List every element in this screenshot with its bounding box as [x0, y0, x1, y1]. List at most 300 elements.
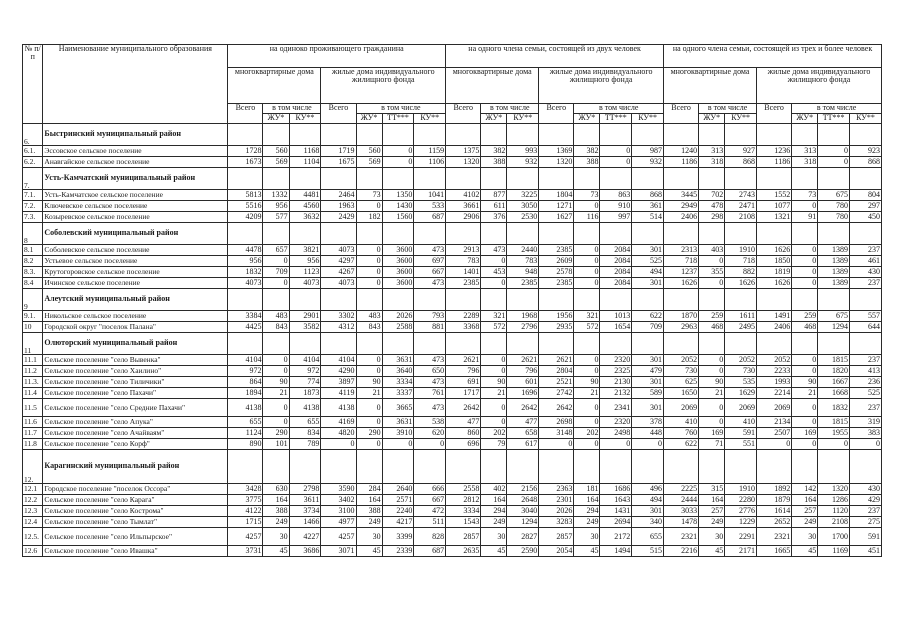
value-cell: 927 [725, 146, 757, 157]
value-cell [757, 289, 792, 311]
group-row [23, 289, 882, 311]
header-ku: КУ** [850, 114, 882, 124]
value-cell [321, 168, 356, 190]
value-cell: 259 [792, 311, 818, 322]
value-cell: 4217 [382, 517, 414, 528]
value-cell: 45 [699, 546, 725, 557]
value-cell: 1719 [321, 146, 356, 157]
value-cell: 494 [632, 267, 664, 278]
municipality-name: Сельское поселение "село Вывенка" [43, 355, 228, 366]
value-cell [263, 168, 289, 190]
value-cell: 2743 [725, 190, 757, 201]
value-cell: 1320 [446, 157, 481, 168]
value-cell [446, 333, 481, 355]
value-cell: 0 [792, 366, 818, 377]
value-cell [600, 223, 632, 245]
value-cell: 1294 [818, 322, 850, 333]
value-cell: 164 [699, 495, 725, 506]
value-cell [850, 168, 882, 190]
value-cell: 687 [414, 546, 446, 557]
value-cell [632, 223, 664, 245]
value-cell: 30 [699, 528, 725, 546]
value-cell: 403 [699, 245, 725, 256]
value-cell: 4122 [228, 506, 263, 517]
value-cell: 3337 [382, 388, 414, 399]
value-cell: 1106 [414, 157, 446, 168]
header-total: Всего [321, 104, 356, 124]
value-cell: 1320 [539, 157, 574, 168]
value-cell: 237 [850, 278, 882, 289]
value-cell: 2406 [664, 212, 699, 223]
table-row [23, 546, 882, 557]
value-cell: 249 [792, 517, 818, 528]
value-cell: 257 [699, 506, 725, 517]
value-cell: 589 [632, 388, 664, 399]
value-cell: 932 [632, 157, 664, 168]
value-cell: 601 [507, 377, 539, 388]
value-cell: 0 [263, 417, 289, 428]
value-cell: 2385 [539, 245, 574, 256]
value-cell: 0 [699, 256, 725, 267]
value-cell: 696 [446, 439, 481, 450]
value-cell [356, 289, 382, 311]
value-cell: 0 [356, 201, 382, 212]
table-row [23, 528, 882, 546]
value-cell: 2108 [818, 517, 850, 528]
value-cell: 4104 [289, 355, 321, 366]
header-total: Всего [539, 104, 574, 124]
value-cell: 655 [632, 528, 664, 546]
value-cell: 718 [664, 256, 699, 267]
value-cell: 237 [850, 245, 882, 256]
value-cell [664, 124, 699, 146]
value-cell: 1696 [507, 388, 539, 399]
value-cell: 2694 [600, 517, 632, 528]
value-cell: 0 [792, 267, 818, 278]
value-cell: 1968 [507, 311, 539, 322]
value-cell: 1892 [757, 484, 792, 495]
value-cell: 2385 [446, 278, 481, 289]
value-cell: 877 [481, 190, 507, 201]
value-cell: 2216 [664, 546, 699, 557]
value-cell: 1478 [664, 517, 699, 528]
value-cell: 511 [414, 517, 446, 528]
value-cell: 382 [481, 146, 507, 157]
row-number: 12.6 [23, 546, 43, 557]
value-cell: 622 [632, 311, 664, 322]
value-cell [382, 124, 414, 146]
value-cell: 294 [574, 506, 600, 517]
value-cell: 1389 [818, 278, 850, 289]
value-cell [850, 223, 882, 245]
value-cell: 2913 [446, 245, 481, 256]
value-cell: 1686 [600, 484, 632, 495]
value-cell: 3302 [321, 311, 356, 322]
value-cell: 284 [356, 484, 382, 495]
value-cell: 298 [699, 212, 725, 223]
value-cell: 21 [481, 388, 507, 399]
value-cell: 448 [632, 428, 664, 439]
value-cell: 73 [574, 190, 600, 201]
value-cell [632, 450, 664, 484]
value-cell: 1491 [757, 311, 792, 322]
value-cell: 730 [725, 366, 757, 377]
value-cell: 4227 [289, 528, 321, 546]
value-cell: 730 [664, 366, 699, 377]
value-cell [757, 223, 792, 245]
value-cell [725, 289, 757, 311]
value-cell: 0 [574, 355, 600, 366]
value-cell: 2363 [539, 484, 574, 495]
value-cell [600, 450, 632, 484]
municipality-name: Алеутский муниципальный район [43, 289, 228, 311]
value-cell: 834 [289, 428, 321, 439]
value-cell: 2054 [539, 546, 574, 557]
value-cell: 30 [263, 528, 289, 546]
value-cell: 796 [507, 366, 539, 377]
value-cell: 45 [356, 546, 382, 557]
value-cell: 429 [850, 495, 882, 506]
value-cell: 0 [356, 399, 382, 417]
header-zhu: ЖУ* [574, 114, 600, 124]
value-cell: 0 [356, 366, 382, 377]
value-cell: 675 [818, 190, 850, 201]
value-cell: 2857 [539, 528, 574, 546]
value-cell: 2339 [382, 546, 414, 557]
value-cell: 0 [850, 439, 882, 450]
value-cell: 1321 [757, 212, 792, 223]
header-zhu: ЖУ* [699, 114, 725, 124]
header-izhs-3: жилые дома индивидуального жилищного фонда [757, 68, 882, 104]
value-cell: 2857 [446, 528, 481, 546]
value-cell: 45 [792, 546, 818, 557]
value-cell [321, 124, 356, 146]
value-cell: 413 [850, 366, 882, 377]
value-cell: 2798 [289, 484, 321, 495]
value-cell: 249 [356, 517, 382, 528]
value-cell: 956 [263, 201, 289, 212]
value-cell: 1229 [725, 517, 757, 528]
value-cell [289, 289, 321, 311]
value-cell: 2588 [382, 322, 414, 333]
group-row [23, 450, 882, 484]
value-cell: 249 [263, 517, 289, 528]
value-cell: 0 [481, 256, 507, 267]
value-cell: 0 [539, 439, 574, 450]
value-cell: 780 [818, 212, 850, 223]
value-cell: 3384 [228, 311, 263, 322]
value-cell: 313 [792, 146, 818, 157]
table-row [23, 399, 882, 417]
value-cell: 1430 [382, 201, 414, 212]
value-cell [600, 289, 632, 311]
value-cell: 0 [792, 245, 818, 256]
value-cell: 1077 [757, 201, 792, 212]
header-tt: ТТ*** [600, 114, 632, 124]
value-cell: 2069 [757, 399, 792, 417]
value-cell: 3631 [382, 417, 414, 428]
row-number: 6. [23, 124, 43, 146]
value-cell [414, 124, 446, 146]
table-row [23, 484, 882, 495]
value-cell: 2108 [725, 212, 757, 223]
row-number: 9.1. [23, 311, 43, 322]
value-cell: 882 [725, 267, 757, 278]
value-cell: 477 [507, 417, 539, 428]
row-number: 7.2. [23, 201, 43, 212]
value-cell [600, 333, 632, 355]
value-cell: 1236 [757, 146, 792, 157]
value-cell: 2130 [600, 377, 632, 388]
value-cell: 2069 [664, 399, 699, 417]
value-cell: 45 [481, 546, 507, 557]
value-cell: 617 [507, 439, 539, 450]
value-cell: 2341 [600, 399, 632, 417]
value-cell: 1650 [664, 388, 699, 399]
value-cell: 611 [481, 201, 507, 212]
value-cell: 4073 [228, 278, 263, 289]
value-cell [600, 168, 632, 190]
value-cell: 828 [414, 528, 446, 546]
header-zhu: ЖУ* [356, 114, 382, 124]
value-cell: 21 [574, 388, 600, 399]
value-cell: 71 [699, 439, 725, 450]
value-cell: 2313 [664, 245, 699, 256]
value-cell: 804 [850, 190, 882, 201]
value-cell: 1626 [757, 278, 792, 289]
value-cell [263, 450, 289, 484]
value-cell: 0 [632, 439, 664, 450]
value-cell: 2796 [507, 322, 539, 333]
value-cell: 21 [792, 388, 818, 399]
value-cell: 2471 [725, 201, 757, 212]
value-cell: 1804 [539, 190, 574, 201]
value-cell [228, 333, 263, 355]
header-incl: в том числе [356, 104, 446, 114]
value-cell [507, 124, 539, 146]
value-cell: 479 [632, 366, 664, 377]
header-group-three: на одного члена семьи, состоящей из трех и более человек [664, 45, 882, 68]
value-cell [632, 168, 664, 190]
row-number: 12. [23, 450, 43, 484]
value-cell: 1271 [539, 201, 574, 212]
value-cell: 202 [481, 428, 507, 439]
value-cell [321, 289, 356, 311]
value-cell: 355 [699, 267, 725, 278]
value-cell: 2621 [539, 355, 574, 366]
value-cell [850, 289, 882, 311]
row-number: 11.7 [23, 428, 43, 439]
housing-cost-table [22, 44, 882, 557]
value-cell [507, 450, 539, 484]
value-cell: 2642 [446, 399, 481, 417]
value-cell: 301 [632, 278, 664, 289]
value-cell: 2642 [539, 399, 574, 417]
value-cell: 1717 [446, 388, 481, 399]
value-cell: 473 [414, 377, 446, 388]
value-cell: 2240 [382, 506, 414, 517]
value-cell: 3225 [507, 190, 539, 201]
value-cell [382, 333, 414, 355]
row-number: 12.2 [23, 495, 43, 506]
value-cell: 1626 [664, 278, 699, 289]
value-cell [356, 168, 382, 190]
value-cell [356, 124, 382, 146]
value-cell [507, 333, 539, 355]
table-body [23, 124, 882, 557]
value-cell: 0 [321, 439, 356, 450]
value-cell: 1819 [757, 267, 792, 278]
value-cell [446, 450, 481, 484]
value-cell: 2385 [507, 278, 539, 289]
value-cell: 2949 [664, 201, 699, 212]
value-cell: 1668 [818, 388, 850, 399]
value-cell: 169 [699, 428, 725, 439]
value-cell [574, 168, 600, 190]
value-cell: 90 [699, 377, 725, 388]
value-cell [539, 450, 574, 484]
value-cell: 0 [356, 278, 382, 289]
value-cell: 0 [263, 366, 289, 377]
value-cell: 3033 [664, 506, 699, 517]
value-cell: 4257 [228, 528, 263, 546]
value-cell: 1956 [539, 311, 574, 322]
header-ku: КУ** [289, 114, 321, 124]
value-cell: 1611 [725, 311, 757, 322]
value-cell: 4478 [228, 245, 263, 256]
value-cell: 1627 [539, 212, 574, 223]
value-cell: 0 [574, 366, 600, 377]
value-cell: 3334 [446, 506, 481, 517]
value-cell: 4977 [321, 517, 356, 528]
table-row [23, 146, 882, 157]
value-cell: 657 [263, 245, 289, 256]
value-cell: 3686 [289, 546, 321, 557]
value-cell: 658 [507, 428, 539, 439]
value-cell: 2172 [600, 528, 632, 546]
value-cell: 948 [507, 267, 539, 278]
value-cell: 525 [632, 256, 664, 267]
value-cell: 0 [481, 417, 507, 428]
value-cell: 515 [632, 546, 664, 557]
value-cell: 169 [792, 428, 818, 439]
value-cell [539, 223, 574, 245]
value-cell [818, 124, 850, 146]
value-cell: 164 [574, 495, 600, 506]
value-cell: 687 [414, 212, 446, 223]
value-cell: 3821 [289, 245, 321, 256]
municipality-name: Ключевское сельское поселение [43, 201, 228, 212]
table-row [23, 322, 882, 333]
municipality-name: Крутогоровское сельское поселение [43, 267, 228, 278]
value-cell: 2156 [507, 484, 539, 495]
value-cell: 3368 [446, 322, 481, 333]
value-cell: 1910 [725, 484, 757, 495]
value-cell: 472 [414, 506, 446, 517]
value-cell: 0 [818, 146, 850, 157]
value-cell: 4267 [321, 267, 356, 278]
value-cell: 2530 [507, 212, 539, 223]
value-cell: 1870 [664, 311, 699, 322]
value-cell [228, 223, 263, 245]
municipality-name: Соболевский муниципальный район [43, 223, 228, 245]
municipality-name: Городской округ "поселок Палана" [43, 322, 228, 333]
value-cell: 3399 [382, 528, 414, 546]
value-cell: 5516 [228, 201, 263, 212]
value-cell: 378 [632, 417, 664, 428]
header-zhu: ЖУ* [792, 114, 818, 124]
value-cell: 1955 [818, 428, 850, 439]
header-ku: КУ** [414, 114, 446, 124]
value-cell: 1286 [818, 495, 850, 506]
value-cell: 236 [850, 377, 882, 388]
header-incl: в том числе [574, 104, 664, 114]
value-cell: 30 [574, 528, 600, 546]
value-cell: 650 [414, 366, 446, 377]
value-cell: 0 [414, 439, 446, 450]
value-cell: 761 [414, 388, 446, 399]
value-cell: 1123 [289, 267, 321, 278]
header-total: Всего [664, 104, 699, 124]
value-cell: 535 [725, 377, 757, 388]
value-cell: 860 [446, 428, 481, 439]
header-incl: в том числе [263, 104, 321, 114]
value-cell: 622 [664, 439, 699, 450]
value-cell: 667 [414, 267, 446, 278]
value-cell: 0 [699, 278, 725, 289]
value-cell [228, 450, 263, 484]
value-cell: 1240 [664, 146, 699, 157]
value-cell: 237 [850, 506, 882, 517]
table-row [23, 439, 882, 450]
municipality-name: Сельское поселение "село Тымлат" [43, 517, 228, 528]
value-cell: 1626 [757, 245, 792, 256]
value-cell: 910 [600, 201, 632, 212]
value-cell: 3631 [382, 355, 414, 366]
municipality-name: Усть-Камчатский муниципальный район [43, 168, 228, 190]
value-cell [850, 450, 882, 484]
value-cell [507, 168, 539, 190]
value-cell: 1894 [228, 388, 263, 399]
value-cell [818, 168, 850, 190]
table-row [23, 366, 882, 377]
value-cell: 410 [664, 417, 699, 428]
value-cell: 514 [632, 212, 664, 223]
value-cell: 1186 [664, 157, 699, 168]
value-cell: 591 [725, 428, 757, 439]
value-cell: 101 [263, 439, 289, 450]
value-cell: 0 [382, 439, 414, 450]
value-cell: 90 [792, 377, 818, 388]
value-cell: 0 [382, 157, 414, 168]
value-cell: 3590 [321, 484, 356, 495]
value-cell: 294 [481, 506, 507, 517]
table-row [23, 495, 882, 506]
municipality-name: Сельское поселение "село Кострома" [43, 506, 228, 517]
value-cell: 1041 [414, 190, 446, 201]
value-cell [263, 124, 289, 146]
value-cell: 318 [699, 157, 725, 168]
value-cell: 644 [850, 322, 882, 333]
value-cell: 164 [792, 495, 818, 506]
value-cell: 30 [792, 528, 818, 546]
value-cell: 164 [481, 495, 507, 506]
value-cell [289, 450, 321, 484]
value-cell: 2621 [507, 355, 539, 366]
value-cell: 0 [792, 278, 818, 289]
value-cell: 4138 [321, 399, 356, 417]
value-cell: 2498 [600, 428, 632, 439]
